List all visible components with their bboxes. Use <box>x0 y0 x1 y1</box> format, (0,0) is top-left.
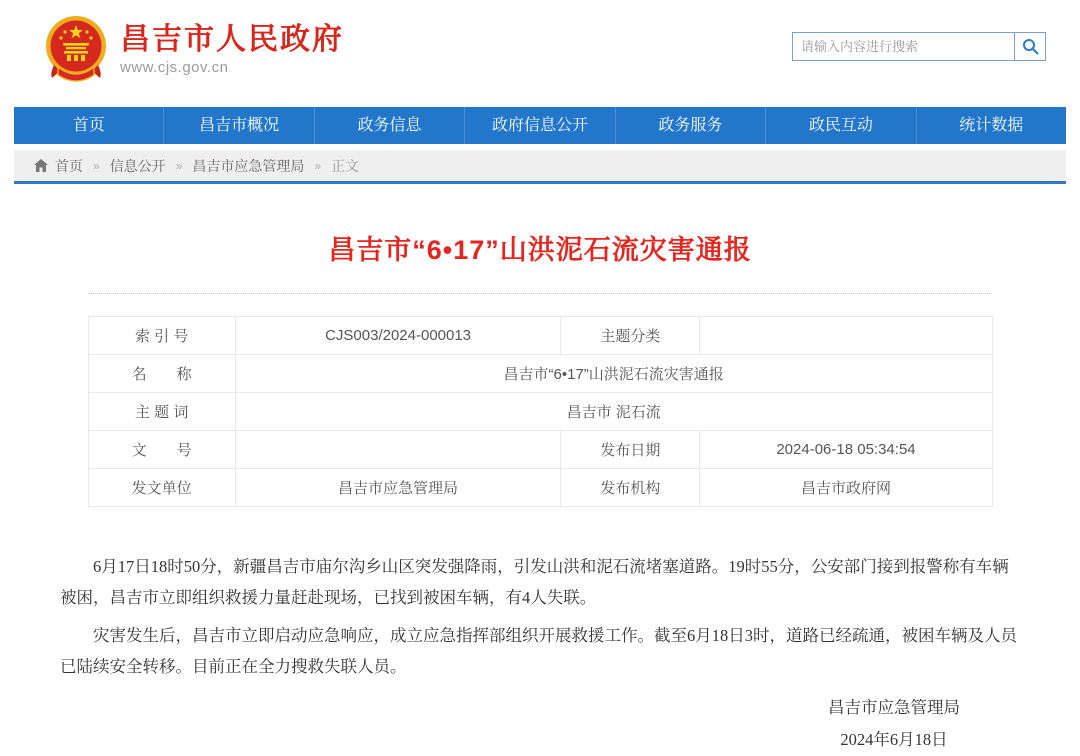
search-button[interactable] <box>1014 32 1046 61</box>
publish-date-label: 发布日期 <box>561 431 700 469</box>
nav-item-info-disclosure[interactable]: 政府信息公开 <box>465 107 615 144</box>
doc-number-value <box>235 431 560 469</box>
keywords-value: 昌吉市 泥石流 <box>235 393 992 431</box>
search-icon <box>1022 38 1039 55</box>
national-emblem-icon <box>44 15 108 83</box>
doc-name-label: 名 称 <box>88 355 235 393</box>
signature-org: 昌吉市应急管理局 <box>828 698 960 717</box>
breadcrumb-item-current: 正文 <box>331 157 360 174</box>
main-nav <box>14 107 1066 144</box>
index-number-label: 索 引 号 <box>88 317 235 355</box>
table-row <box>88 355 992 393</box>
nav-item-city-overview[interactable]: 昌吉市概况 <box>164 107 314 144</box>
issuing-unit-label: 发文单位 <box>88 469 235 507</box>
breadcrumb-separator: » <box>314 158 322 173</box>
publish-org-value: 昌吉市政府网 <box>700 469 992 507</box>
site-name: 昌吉市人民政府 <box>120 22 344 56</box>
topic-category-label: 主题分类 <box>561 317 700 355</box>
title-separator <box>88 293 992 294</box>
article-title: 昌吉市“6•17”山洪泥石流灾害通报 <box>328 235 752 265</box>
nav-item-public-interaction[interactable]: 政民互动 <box>766 107 916 144</box>
table-row <box>88 317 992 355</box>
nav-item-gov-info[interactable]: 政务信息 <box>315 107 465 144</box>
table-row <box>88 431 992 469</box>
breadcrumb <box>14 150 1066 184</box>
doc-name-value: 昌吉市“6•17”山洪泥石流灾害通报 <box>235 355 992 393</box>
index-number-value: CJS003/2024-000013 <box>235 317 560 355</box>
nav-item-statistics[interactable]: 统计数据 <box>959 117 1024 134</box>
doc-number-label: 文 号 <box>88 431 235 469</box>
site-identity <box>120 23 344 76</box>
nav-item-gov-services[interactable]: 政务服务 <box>616 107 766 144</box>
body-paragraph: 6月17日18时50分，新疆昌吉市庙尔沟乡山区突发强降雨，引发山洪和泥石流堵塞道路。19时55分，公安部门接到报警称有车辆被困，昌吉市立即组织救援力量赶赴现场，已找到被困车辆，有4人失联。 <box>60 557 1009 607</box>
nav-item-home[interactable]: 首页 <box>14 107 164 144</box>
issuing-unit-value: 昌吉市应急管理局 <box>235 469 560 507</box>
breadcrumb-item-emergency-bureau[interactable]: 昌吉市应急管理局 <box>192 157 305 174</box>
site-header <box>0 0 1080 107</box>
breadcrumb-item-home[interactable]: 首页 <box>55 157 83 174</box>
home-icon <box>34 159 48 172</box>
body-paragraph: 灾害发生后，昌吉市立即启动应急响应，成立应急指挥部组织开展救援工作。截至6月18日3时，道路已经疏通，被困车辆及人员已陆续安全转移。目前正在全力搜救失联人员。 <box>60 626 1017 676</box>
topic-category-value <box>700 317 992 355</box>
document-body <box>60 551 1020 682</box>
site-logo[interactable] <box>44 15 344 83</box>
breadcrumb-separator: » <box>93 158 100 173</box>
site-search <box>792 32 1046 61</box>
keywords-label: 主 题 词 <box>88 393 235 431</box>
search-input[interactable] <box>792 32 1014 61</box>
breadcrumb-separator: » <box>175 158 183 173</box>
signature-date: 2024年6月18日 <box>840 730 948 749</box>
table-row <box>88 469 992 507</box>
publish-org-label: 发布机构 <box>561 469 700 507</box>
publish-date-value: 2024-06-18 05:34:54 <box>700 431 992 469</box>
table-row <box>88 393 992 431</box>
document-meta-table <box>88 316 993 507</box>
breadcrumb-item-info-disclosure[interactable]: 信息公开 <box>109 157 166 174</box>
signature-block <box>828 692 960 756</box>
site-url: www.cjs.gov.cn <box>120 58 229 76</box>
